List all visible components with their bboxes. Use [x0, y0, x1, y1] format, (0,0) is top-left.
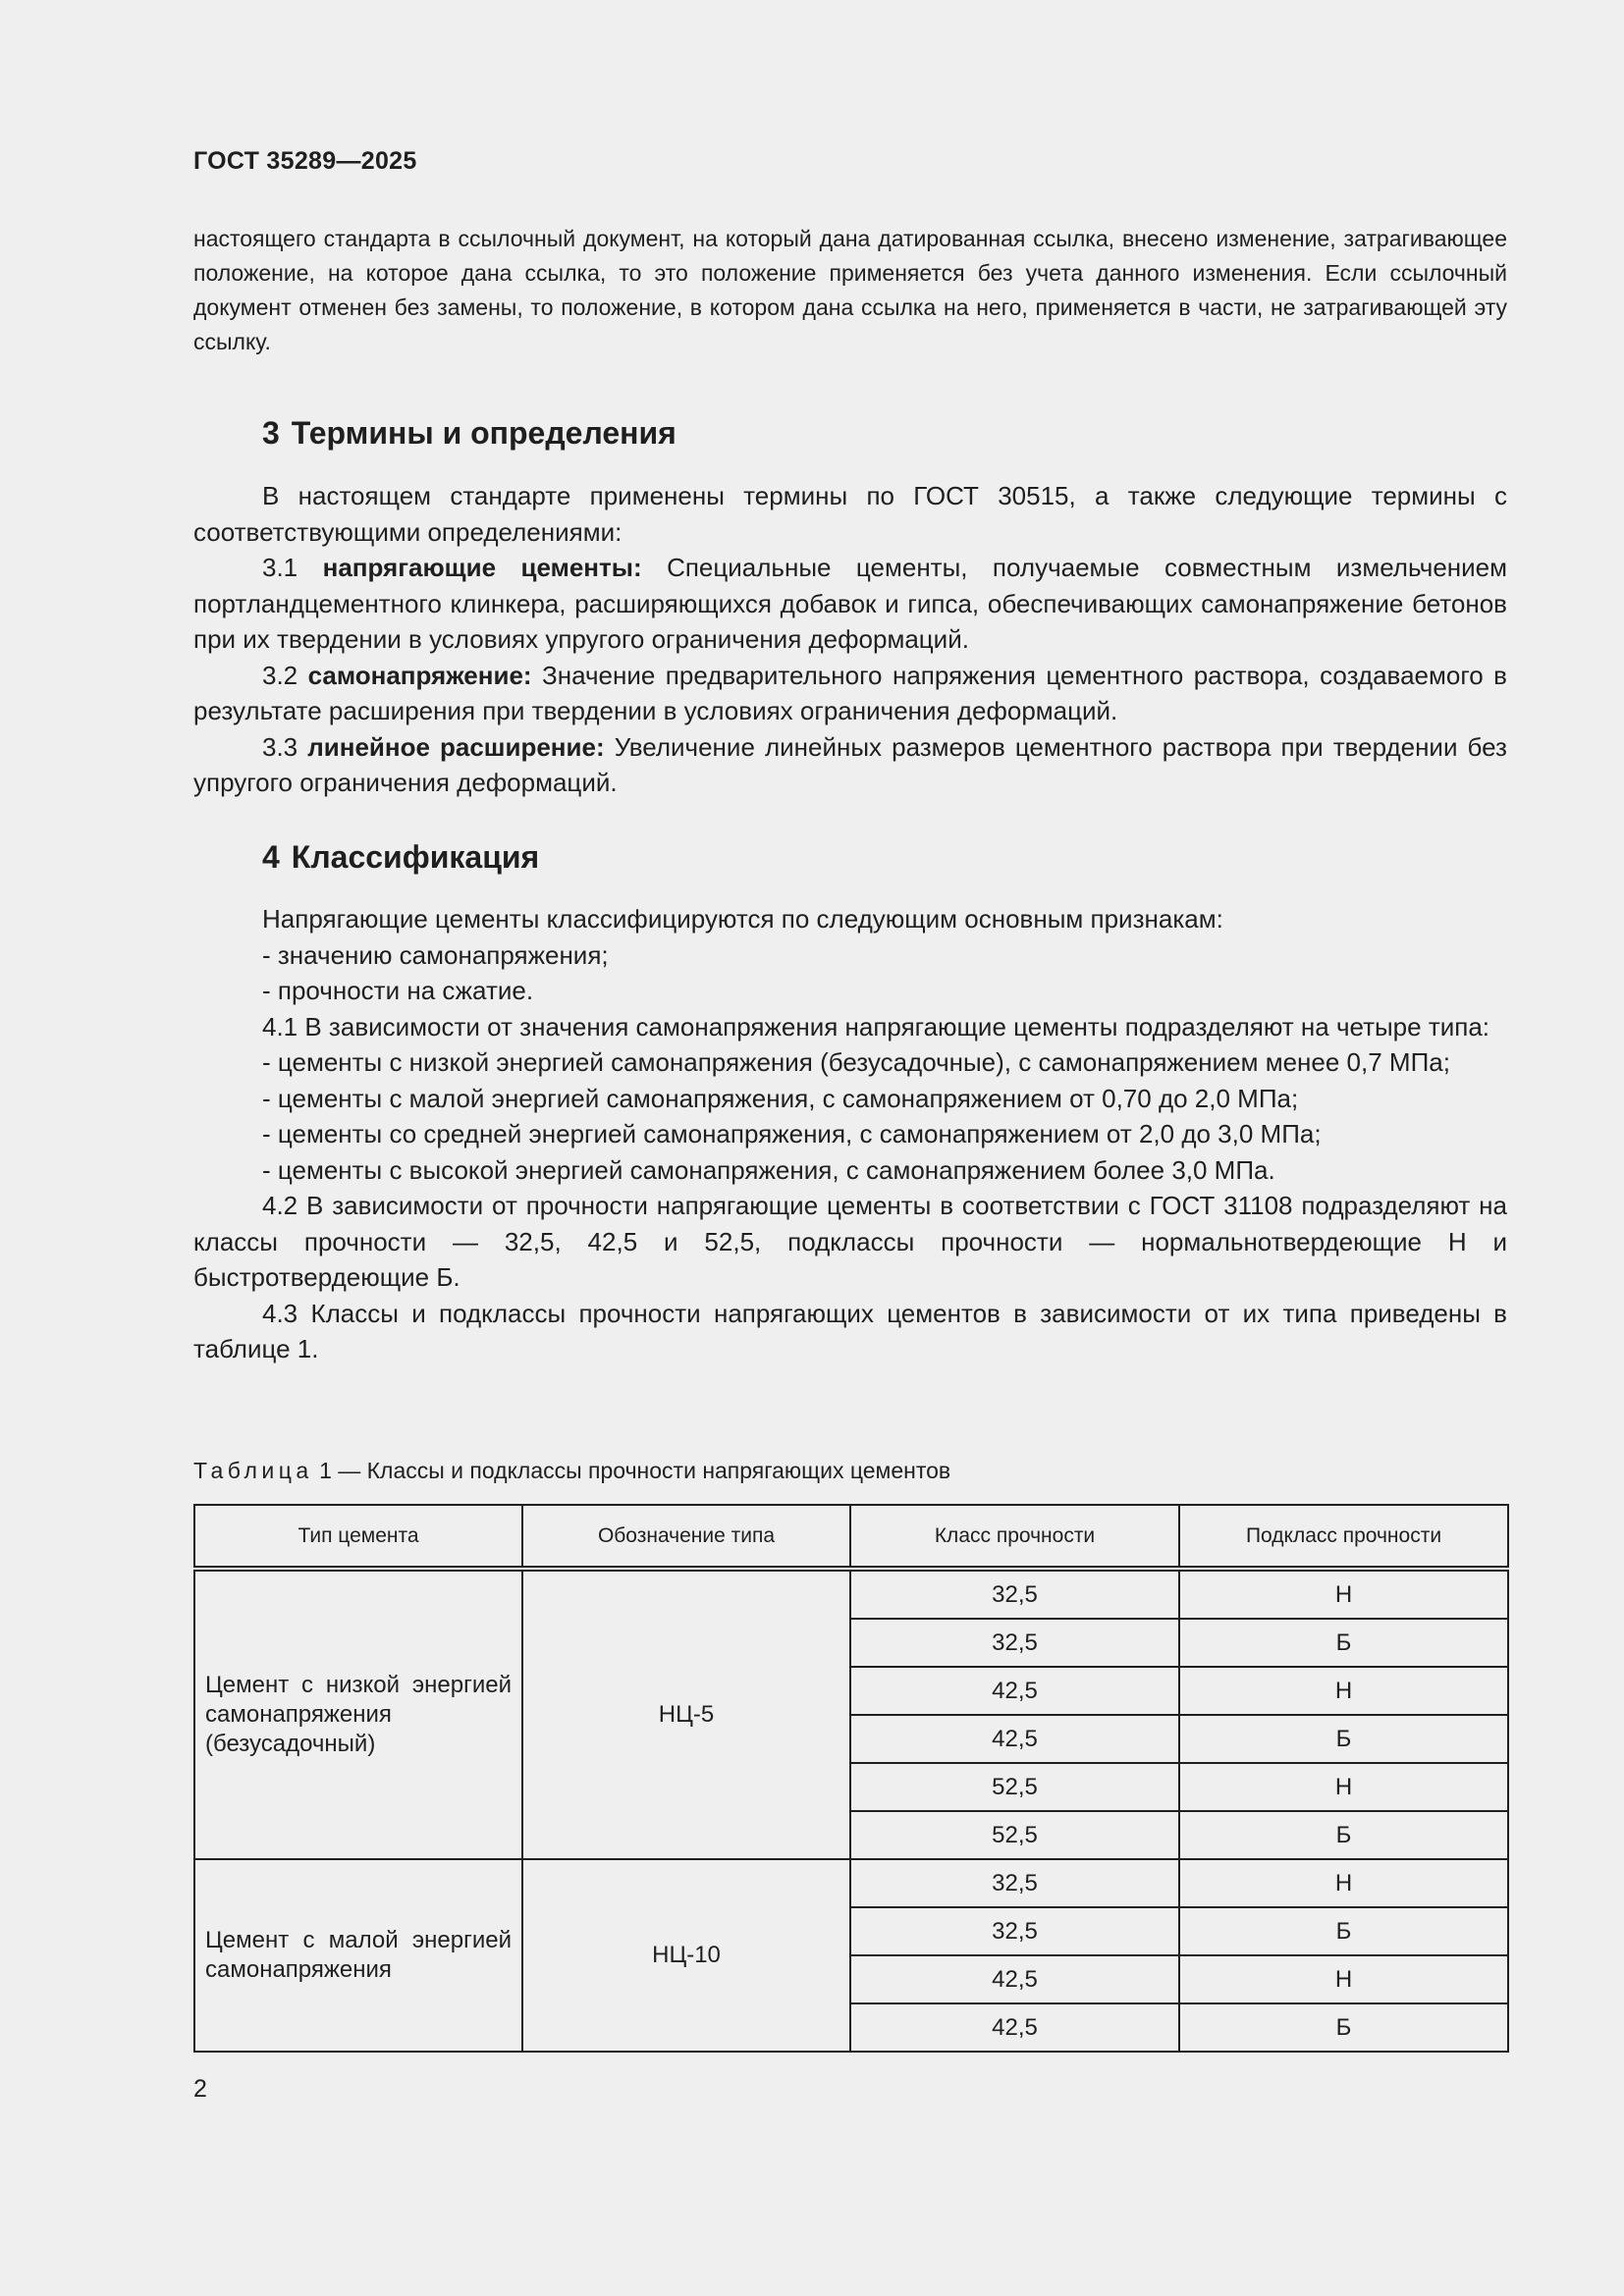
section-4-title: Классификация [291, 839, 540, 875]
type-item: - цементы с низкой энергией самонапряжения (безусадочные), с самонапряжением менее 0,7 МПа; [262, 1047, 1450, 1077]
class-cell: 42,5 [850, 1667, 1179, 1715]
section-3-body [193, 478, 1507, 801]
table-header-cell: Класс прочности [850, 1505, 1179, 1569]
term-3-3-num: 3.3 [262, 731, 298, 762]
clause-4-1: 4.1 В зависимости от значения самонапряжения напрягающие цементы подразделяют на четыре типа: [262, 1011, 1490, 1041]
section-3-number: 3 [262, 415, 280, 451]
table-row [194, 1569, 1508, 1619]
subclass-cell: Б [1179, 1619, 1508, 1667]
section-4-intro: Напрягающие цементы классифицируются по следующим основным признакам: [262, 904, 1223, 934]
cement-type-cell: Цемент с низкой энергией самонапряжения (безусадочный) [194, 1569, 522, 1859]
class-cell: 42,5 [850, 1955, 1179, 2003]
type-item: - цементы со средней энергией самонапряжения, с самонапряжением от 2,0 до 3,0 МПа; [262, 1119, 1322, 1148]
subclass-cell: Б [1179, 1811, 1508, 1859]
term-3-2-num: 3.2 [262, 660, 298, 690]
clause-4-2: 4.2 В зависимости от прочности напрягающие цементы в соответствии с ГОСТ 31108 подразделяют на классы прочности — 32,5, 42,5 и 52,5, подклассы прочности — нормальнотвердеющие Н и быстротвердеющие Б. [193, 1191, 1507, 1292]
type-item: - цементы с высокой энергией самонапряжения, с самонапряжением более 3,0 МПа. [262, 1154, 1275, 1185]
class-cell: 52,5 [850, 1811, 1179, 1859]
cement-type-cell: Цемент с малой энергией самонапряжения [194, 1859, 522, 2052]
term-3-1-def: Специальные цементы, получаемые совместным измельчением портландцементного клинкера, расширяющихся добавок и гипса, обеспечивающих самонапряжение бетонов при их твердении в условиях упругого ограничения деформаций. [193, 553, 1507, 654]
intro-paragraph: настоящего стандарта в ссылочный документ, на который дана датированная ссылка, внесено изменение, затрагивающее положение, на которое дана ссылка, то это положение применяется без учета данного изменения. Если ссылочный документ отменен без замены, то положение, в котором дана ссылка на него, применяется в части, не затрагивающей эту ссылку. [193, 226, 1507, 354]
class-cell: 32,5 [850, 1569, 1179, 1619]
subclass-cell: Б [1179, 2003, 1508, 2052]
term-3-2 [193, 658, 1507, 729]
term-3-3 [193, 729, 1507, 801]
table-row [194, 1859, 1508, 1907]
table-header-cell: Подкласс прочности [1179, 1505, 1508, 1569]
table-caption [193, 1458, 950, 1484]
term-3-1-num: 3.1 [262, 553, 298, 582]
class-cell: 32,5 [850, 1619, 1179, 1667]
term-3-1 [193, 550, 1507, 658]
term-3-3-def: Увеличение линейных размеров цементного раствора при твердении без упругого ограничения деформаций. [193, 731, 1507, 797]
class-cell: 32,5 [850, 1859, 1179, 1907]
type-item: - цементы с малой энергией самонапряжения, с самонапряжением от 0,70 до 2,0 МПа; [262, 1083, 1299, 1113]
subclass-cell: Н [1179, 1569, 1508, 1619]
strength-classes-table [193, 1504, 1509, 2053]
term-3-2-def: Значение предварительного напряжения цементного раствора, создаваемого в результате расширения при твердении в условиях ограничения деформаций. [193, 660, 1507, 725]
page-number: 2 [193, 2075, 207, 2103]
table-header-row [194, 1505, 1508, 1569]
class-cell: 32,5 [850, 1907, 1179, 1955]
table-caption-label: Таблица [193, 1458, 313, 1483]
bullet-item: - значению самонапряжения; [262, 939, 609, 970]
clause-4-3: 4.3 Классы и подклассы прочности напрягающих цементов в зависимости от их типа приведены в таблице 1. [193, 1298, 1507, 1363]
designation-cell: НЦ-5 [522, 1569, 850, 1859]
term-3-1-term: напрягающие цементы: [322, 553, 642, 582]
class-cell: 42,5 [850, 2003, 1179, 2052]
subclass-cell: Б [1179, 1715, 1508, 1763]
subclass-cell: Н [1179, 1859, 1508, 1907]
bullet-item: - прочности на сжатие. [262, 976, 534, 1005]
subclass-cell: Б [1179, 1907, 1508, 1955]
term-3-2-term: самонапряжение: [307, 660, 532, 690]
class-cell: 52,5 [850, 1763, 1179, 1811]
subclass-cell: Н [1179, 1763, 1508, 1811]
class-cell: 42,5 [850, 1715, 1179, 1763]
section-4-body [193, 901, 1507, 1367]
table-header-cell: Тип цемента [194, 1505, 522, 1569]
section-3-heading [262, 415, 677, 452]
section-3-intro: В настоящем стандарте применены термины по ГОСТ 30515, а также следующие термины с соответствующими определениями: [193, 481, 1507, 547]
table-header-cell: Обозначение типа [522, 1505, 850, 1569]
table-caption-text: 1 — Классы и подклассы прочности напрягающих цементов [312, 1458, 951, 1483]
designation-cell: НЦ-10 [522, 1859, 850, 2052]
subclass-cell: Н [1179, 1667, 1508, 1715]
document-header: ГОСТ 35289—2025 [193, 147, 417, 175]
section-3-title: Термины и определения [291, 415, 677, 451]
section-4-heading [262, 839, 539, 876]
term-3-3-term: линейное расширение: [307, 731, 605, 762]
subclass-cell: Н [1179, 1955, 1508, 2003]
section-4-number: 4 [262, 839, 280, 875]
